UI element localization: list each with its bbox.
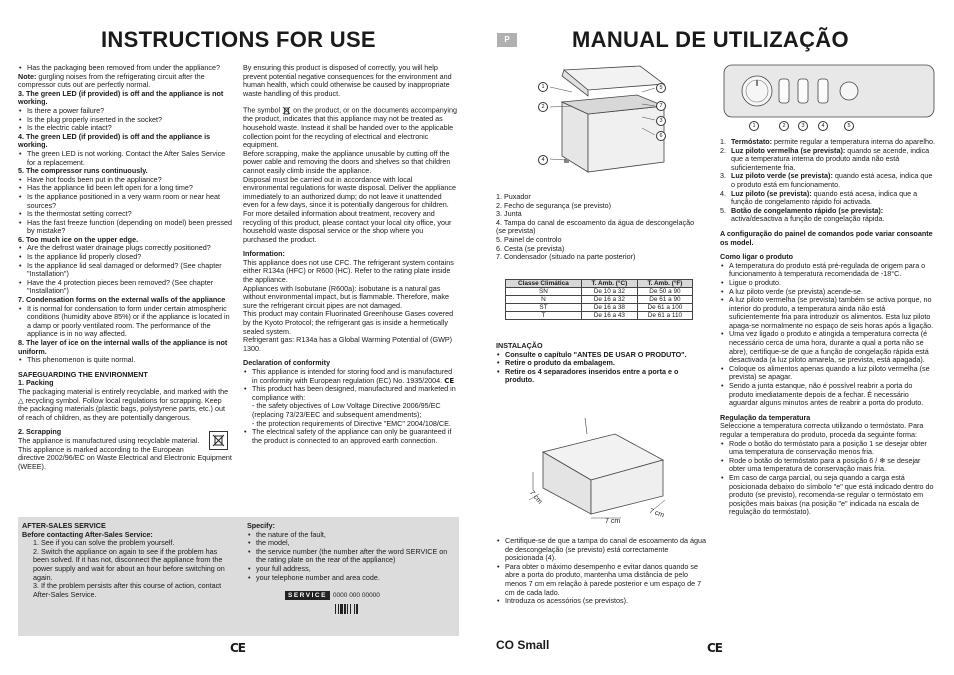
- service-label: [285, 591, 380, 600]
- list-item: 2. Switch the appliance on again to see if the problem has been solved. If it has not, disconnect the appliance from the power supply and wait for about an hour before switching on again.: [33, 546, 225, 582]
- list-item: • Have hot foods been put in the appliance?: [18, 176, 232, 185]
- list-item: • Is the appliance lid seal damaged or deformed? (See chapter "Installation"): [18, 262, 232, 279]
- after-sales-subheading: Before contacting After-Sales Service:: [22, 529, 153, 539]
- info-paragraph: Refrigerant gas: R134a has a Global Warming Potential of (GWP) 1300.: [243, 335, 453, 353]
- table-row: ST De 16 a 38 De 61 a 100: [506, 304, 693, 312]
- disposal-paragraph: By ensuring this product is disposed of correctly, you will help prevent potential negative consequences for the environment and human health, which could otherwise be caused by inappropriate waste handling of this product.: [243, 63, 452, 98]
- table-row: T De 16 a 43 De 61 a 110: [506, 312, 693, 320]
- callout-5: 5: [844, 121, 854, 131]
- list-item: • Has the packaging been removed from under the appliance?: [18, 64, 232, 73]
- temperature-heading: Regulação da temperatura: [720, 412, 811, 422]
- section-heading: 4. The green LED (if provided) is off and the appliance is working.: [18, 131, 211, 150]
- table-header: T. Amb. (°F): [637, 280, 692, 288]
- table-row: SN De 10 a 32 De 50 a 90: [506, 288, 693, 296]
- ce-mark: CE: [444, 376, 455, 385]
- climate-table: [505, 279, 693, 320]
- list-item: 3. Luz piloto verde (se prevista): quando está acesa, indica que o produto está em funcionamento.: [720, 171, 933, 189]
- callout-2: 2: [538, 102, 548, 112]
- scrapping-paragraph: Before scrapping, make the appliance unusable by cutting off the power cable and removing the doors and shelves so that children cannot easily climb inside the appliance.: [243, 148, 451, 175]
- list-item: 1. Termóstato: permite regular a temperatura interna do aparelho.: [720, 137, 936, 146]
- list-item: • Consulte o capítulo "ANTES DE USAR O PRODUTO".: [496, 351, 706, 360]
- information-heading: Information:: [243, 249, 285, 259]
- specify-heading: Specify:: [247, 521, 275, 530]
- list-item: • This phenomenon is quite normal.: [18, 356, 232, 365]
- fast-freeze-icon: ❄: [879, 455, 886, 465]
- after-sales-heading: AFTER-SALES SERVICE: [22, 521, 106, 530]
- list-item: • Rode o botão do termóstato para a posição 1 se desejar obter uma temperatura de conservação menos fria.: [720, 440, 936, 457]
- list-item: • the nature of the fault,: [247, 531, 455, 540]
- info-paragraph: Appliances with Isobutane (R600a): isobutane is a natural gas without environmental impact, but is flammable. Therefore, make sure the refrigerant circuit pipes are not damaged.: [243, 283, 450, 310]
- list-item: • Certifique-se de que a tampa do canal de escoamento da água de descongelação (se previsto) está correctamente posicionada (4).: [496, 537, 706, 563]
- barcode-bar: [344, 604, 346, 614]
- environment-column: [243, 64, 457, 445]
- scrapping-paragraph: The appliance is manufactured using recyclable material. This appliance is marked according to the European directive 2002/96/EC on Waste Electrical and Electronic Equipment (WEEE).: [18, 437, 232, 471]
- list-item: • the service number (the number after the word SERVICE on the rating plate on the rear of the appliance): [247, 548, 455, 565]
- language-badge: P: [497, 33, 517, 47]
- disposal-regulations-paragraph: Disposal must be carried out in accordance with local environmental regulations for waste disposal. Deliver the appliance immediately to an authorized dump; do not leave it unattended even for a few days, since it is potentially dangerous for children. For more detailed information about treatment, recovery and recycling of this product, please contact your local city office, your household waste disposal service or the shop where you purchased the product.: [243, 174, 456, 244]
- list-item: • This appliance is intended for storing food and is manufactured in conformity with European regulation (EC) No. 1935/2004. CE: [243, 368, 457, 385]
- recycle-icon: △: [18, 395, 24, 405]
- section-heading: 5. The compressor runs continuously.: [18, 166, 148, 176]
- callout-3: 3: [656, 116, 666, 126]
- barcode-icon: [335, 601, 363, 619]
- callout-3: 3: [798, 121, 808, 131]
- freezer-diagram: [492, 62, 692, 184]
- list-item: • Coloque os alimentos apenas quando a luz piloto vermelha (se prevista) se apagar.: [720, 365, 936, 382]
- list-item: • Is the appliance lid properly closed?: [18, 253, 232, 262]
- page-title-pt: MANUAL DE UTILIZAÇÃO: [572, 27, 849, 52]
- list-item: • Sendo a junta estanque, não é possível reabrir a porta do produto imediatamente depois de a fechar. É necessário aguardar alguns minutos antes de reabrir a porta do produto.: [720, 382, 936, 408]
- list-item: • Has the appliance lid been left open for a long time?: [18, 184, 232, 193]
- barcode-bar: [350, 604, 351, 614]
- connect-heading: Como ligar o produto: [720, 252, 794, 262]
- temperature-paragraph: Seleccione a temperatura correcta utilizando o termóstato. Para regular a temperatura do produto, proceda da seguinte forma:: [720, 421, 924, 439]
- section-heading: 6. Too much ice on the upper edge.: [18, 234, 139, 244]
- controls-column: [720, 138, 936, 517]
- list-item: 4. Luz piloto (se prevista): quando está acesa, indica que a função de congelamento rápido foi activada.: [720, 188, 918, 207]
- list-item: • A luz piloto vermelha (se prevista) também se activa porque, no interior do produto, a temperatura ainda não está suficientemente fria para introduzir os alimentos. Esta luz piloto apaga-se normalmente no espaço de seis horas após a ligação.: [720, 296, 936, 330]
- packing-heading: 1. Packing: [18, 378, 54, 388]
- list-item: • your telephone number and area code.: [247, 574, 455, 583]
- list-item: • the model,: [247, 539, 455, 548]
- info-paragraph: This appliance does not use CFC. The refrigerant system contains either R134a (HFC) or R600 (HC). Refer to the rating plate inside the appliance.: [243, 257, 454, 285]
- service-number: 0000 000 00000: [332, 592, 380, 599]
- callout-1: 1: [749, 121, 759, 131]
- list-item: • Is the electric cable intact?: [18, 124, 232, 133]
- callout-4: 4: [538, 155, 548, 165]
- list-item: 2. Luz piloto vermelha (se prevista): quando se acende, indica que a temperatura interna do produto ainda não está suficientemente fria.: [720, 145, 930, 172]
- list-item: • Is there a power failure?: [18, 107, 232, 116]
- dimension-right: 7 cm: [648, 507, 665, 520]
- list-item: 5. Painel de controlo: [496, 234, 562, 244]
- list-item: • your full address,: [247, 565, 455, 574]
- list-item: 6. Cesta (se prevista): [496, 243, 565, 253]
- list-item: • A luz piloto verde (se prevista) acende-se.: [720, 288, 936, 297]
- barcode-bar: [354, 604, 355, 614]
- packing-paragraph: The packaging material is entirely recyclable, and marked with the △ recycling symbol. Follow local regulations for scrapping. Keep the packaging materials (plastic bags, polystyrene parts, etc.) out of reach of children, as they are potentially dangerous.: [18, 386, 229, 422]
- callout-4: 4: [818, 121, 828, 131]
- list-item: • The electrical safety of the appliance can only be guaranteed if the product is connected to an approved earth connection.: [243, 428, 457, 445]
- model-name: CO Small: [496, 638, 550, 652]
- barcode-bar: [347, 604, 348, 614]
- installation-diagram: [525, 412, 675, 530]
- list-item: • The green LED is not working. Contact the After Sales Service for a replacement.: [18, 150, 232, 167]
- installation-heading: INSTALAÇÃO: [496, 341, 543, 350]
- list-item: • Uma vez ligado o produto e atingida a temperatura correcta (é necessário cerca de uma hora, durante a qual a porta não se abre), certifique-se de que a função de congelação rápida está desactivada (a luz piloto amarela, se prevista, está apagada).: [720, 330, 936, 364]
- list-item: • This product has been designed, manufactured and marketed in compliance with: - the safety objectives of Low Voltage Directive 2006/95/EC (replacing 73/23/EEC and subsequent amendments); - the protection requirements of Directive "EMC" 2004/108/CE.: [243, 385, 457, 428]
- barcode-bar: [340, 604, 343, 614]
- list-item: 5. Botão de congelamento rápido (se prevista): activa/desactiva a função de congelação rápida.: [720, 205, 885, 224]
- list-item: 4. Tampa do canal de escoamento da água de descongelação (se prevista): [496, 217, 695, 236]
- callout-6: 6: [656, 131, 666, 141]
- list-item: • Is the appliance positioned in a very warm room or near heat sources?: [18, 193, 232, 210]
- section-heading: 8. The layer of ice on the internal walls of the appliance is not uniform.: [18, 338, 228, 356]
- list-item: 1. Puxador: [496, 192, 531, 201]
- config-note: A configuração do painel de comandos pode variar consoante os model.: [720, 228, 933, 247]
- list-item: • Retire os 4 separadores inseridos entre a porta e o produto.: [496, 368, 706, 385]
- list-item: • Retire o produto da embalagem.: [496, 359, 706, 368]
- table-row: N De 16 a 32 De 61 a 90: [506, 296, 693, 304]
- after-sales-column: [22, 522, 232, 599]
- section-heading: 7. Condensation forms on the external walls of the appliance: [18, 295, 226, 305]
- list-item: 3. If the problem persists after this course of action, contact After-Sales Service.: [33, 581, 222, 599]
- dimension-left: 7 cm: [528, 489, 544, 506]
- barcode-bar: [356, 604, 358, 614]
- troubleshooting-column: [18, 64, 232, 471]
- symbol-paragraph: The symbol on the product, or on the documents accompanying the product, indicates that this appliance may not be treated as household waste. Instead it shall be handed over to the applicable collection point for the recycling of electrical and electronic equipment.: [243, 105, 457, 150]
- table-header: Classe Climática: [506, 280, 582, 288]
- list-item: • Is the thermostat setting correct?: [18, 210, 232, 219]
- parts-list: [496, 193, 706, 262]
- list-item: 3. Junta: [496, 209, 522, 219]
- list-item: • Em caso de carga parcial, ou seja quando a carga está posicionada debaixo do símbolo "e" que está indicado dentro do produto (se previsto), recomenda-se regular o termóstato em posições mais baixas (na posição "e" indicada na escala de regulação do termóstato).: [720, 474, 936, 517]
- callout-1: 1: [538, 82, 548, 92]
- weee-bin-icon: [209, 431, 228, 450]
- environment-heading: SAFEGUARDING THE ENVIRONMENT: [18, 369, 148, 379]
- list-item: • Is the plug properly inserted in the socket?: [18, 116, 232, 125]
- scrapping-heading: 2. Scrapping: [18, 427, 62, 437]
- list-item: • Ligue o produto.: [720, 279, 936, 288]
- list-item: • A temperatura do produto está pré-regulada de origem para o funcionamento à temperatura recomendada de -18°C.: [720, 262, 936, 279]
- control-panel-diagram: [723, 64, 935, 134]
- list-item: • Rode o botão do termóstato para a posição 6 / ❄ se desejar obter uma temperatura de conservação mais fria.: [720, 457, 936, 474]
- list-item: • Are the defrost water drainage plugs correctly positioned?: [18, 244, 232, 253]
- callout-5: 5: [656, 83, 666, 93]
- section-heading: 3. The green LED (if provided) is off and the appliance is not working.: [18, 88, 224, 107]
- specify-column: [247, 522, 455, 582]
- service-word: SERVICE: [285, 591, 330, 600]
- list-item: • Have the 4 protection pieces been removed? (See chapter "Installation"): [18, 279, 232, 296]
- installation-section: [496, 342, 706, 385]
- conformity-heading: Declaration of conformity: [243, 358, 331, 368]
- note-paragraph: Note: gurgling noises from the refrigerating circuit after the compressor cuts out are perfectly normal.: [18, 71, 205, 90]
- page-title-en: INSTRUCTIONS FOR USE: [101, 27, 376, 52]
- ce-mark-left: CE: [230, 641, 246, 655]
- barcode-bar: [338, 604, 339, 614]
- list-item: • Introduza os acessórios (se previstos).: [496, 597, 706, 606]
- list-item: • It is normal for condensation to form under certain atmospheric conditions (humidity above 85%) or if the appliance is located in a damp or poorly ventilated room. The performance of the appliance is in no way affected.: [18, 305, 232, 339]
- list-item: • Has the fast freeze function (depending on model) been pressed by mistake?: [18, 219, 232, 236]
- callout-7: 7: [656, 101, 666, 111]
- info-paragraph: This product may contain Fluorinated Greenhouse Gases covered by the Kyoto Protocol; the refrigerant gas is inside a hermetically sealed system.: [243, 309, 454, 336]
- dimension-back: 7 cm: [605, 518, 621, 525]
- list-item: 7. Condensador (situado na parte posterior): [496, 252, 636, 262]
- installation-notes: [496, 537, 706, 606]
- barcode-bar: [335, 604, 336, 614]
- ce-mark-right: CE: [707, 641, 723, 655]
- list-item: 2. Fecho de segurança (se previsto): [496, 200, 612, 210]
- list-item: 1. See if you can solve the problem yourself.: [33, 538, 175, 548]
- callout-2: 2: [779, 121, 789, 131]
- list-item: • Para obter o máximo desempenho e evitar danos quando se abre a porta do produto, mantenha uma distância de pelo menos 7 cm em relação à parede posterior e um espaço de 7 cm de cada lado.: [496, 563, 706, 597]
- table-header: T. Amb. (°C): [581, 280, 637, 288]
